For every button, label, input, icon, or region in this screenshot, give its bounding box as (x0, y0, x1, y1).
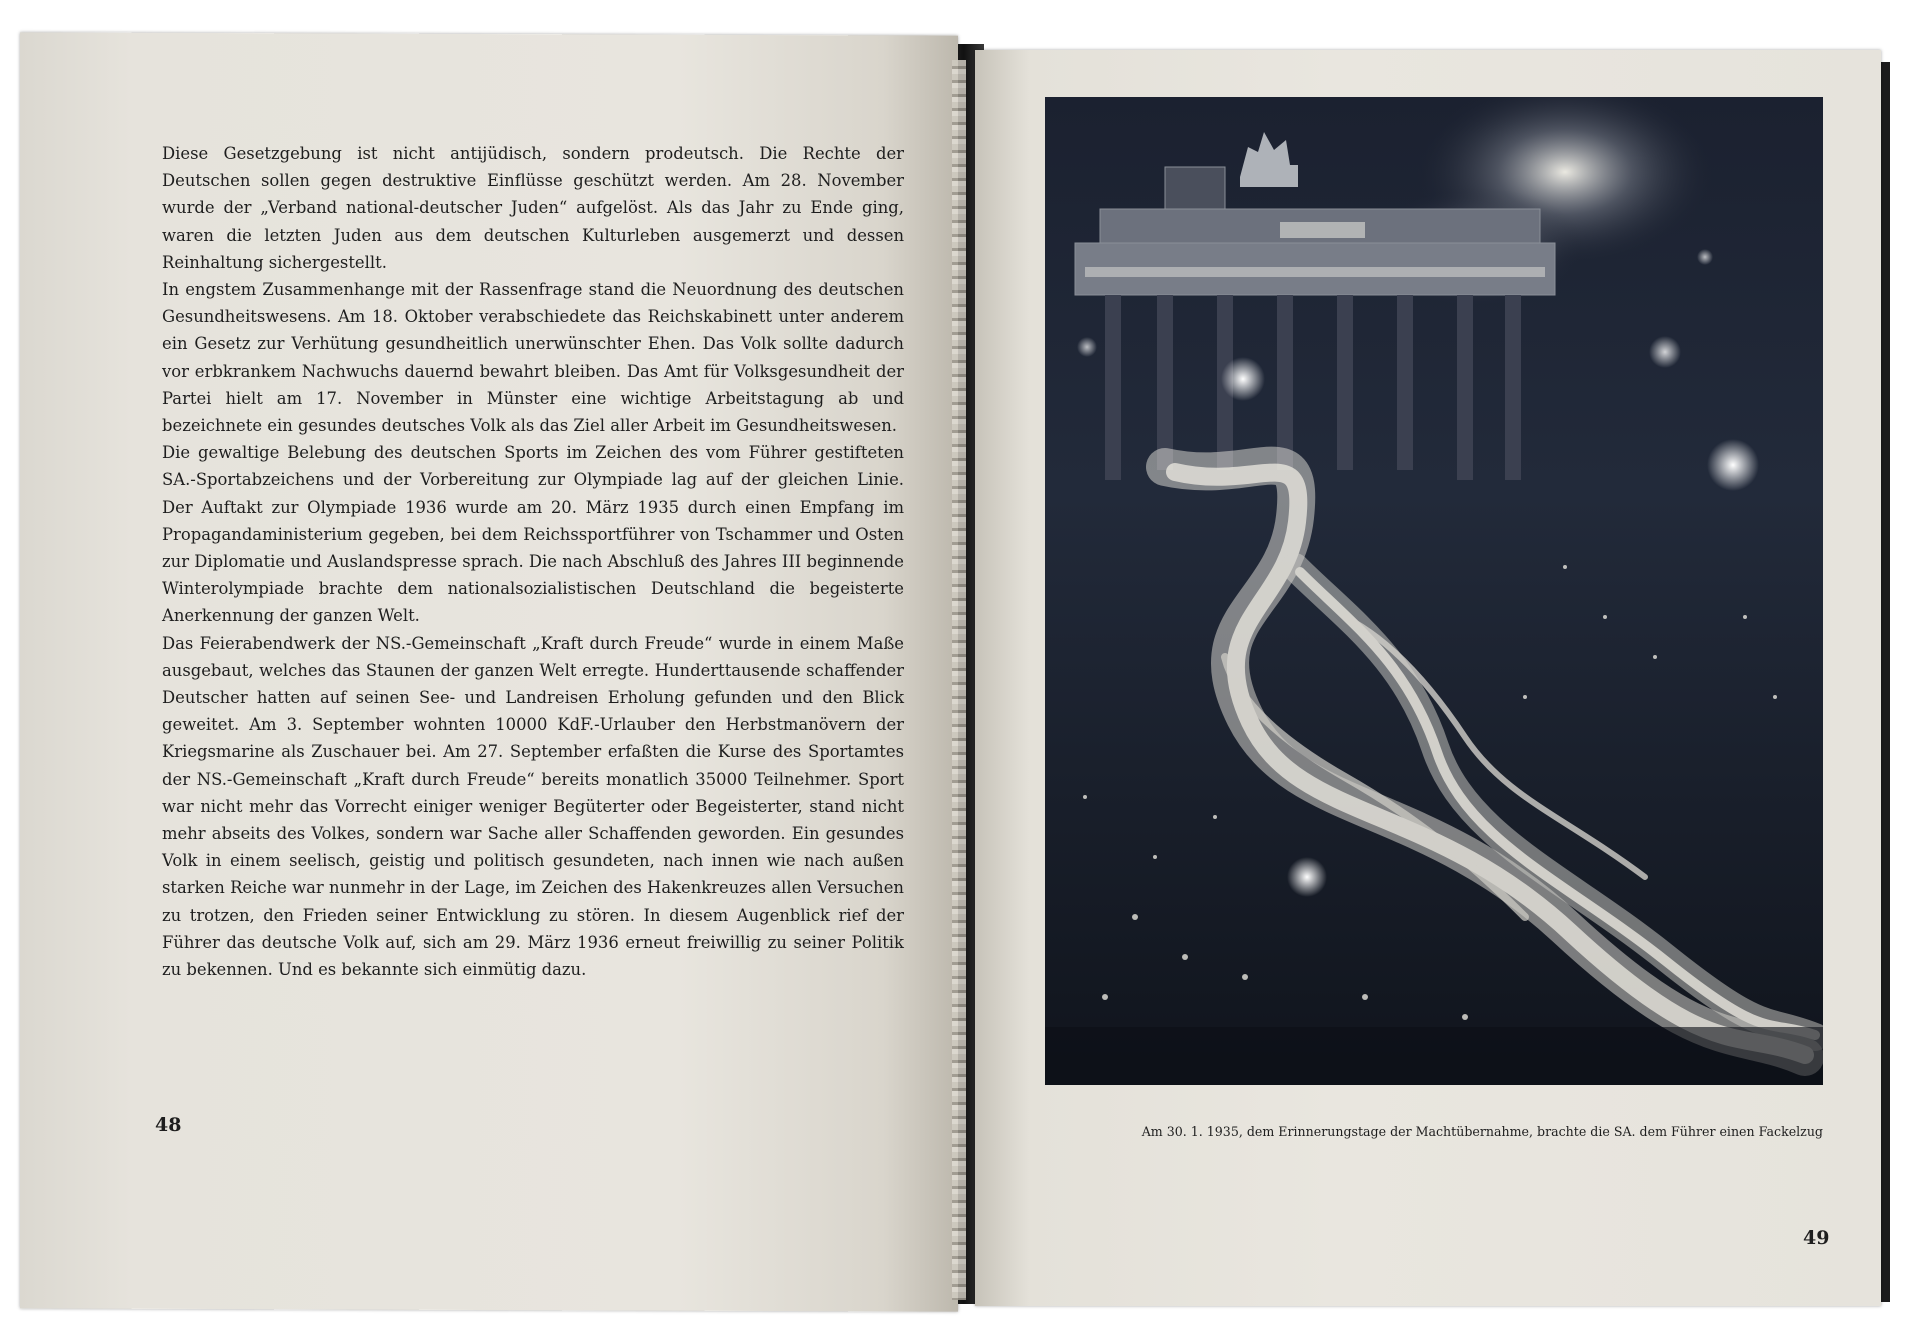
photograph-brandenburg-gate-torchlight-parade (1045, 97, 1823, 1085)
photo-caption: Am 30. 1. 1935, dem Erinnerungstage der Machtübernahme, brachte die SA. dem Führer einen Fackelzug (1141, 1124, 1823, 1139)
paragraph: Die gewaltige Belebung des deutschen Sports im Zeichen des vom Führer gestifteten SA.-Sportabzeichens und der Vorbereitung zur Olympiade lag auf der gleichen Linie. Der Auftakt zur Olympiade 1936 wurde am 20. März 1935 durch einen Empfang im Propagandaministerium gegeben, bei dem Reichssportführer von Tschammer und Osten zur Diplomatie und Auslandspresse sprach. Die nach Abschluß des Jahres III beginnende Winterolympiade brachte dem nationalsozialistischen Deutschland die begeisterte Anerkennung der ganzen Welt. (162, 443, 904, 626)
paragraph: In engstem Zusammenhange mit der Rassenfrage stand die Neuordnung des deutschen Gesundheitswesens. Am 18. Oktober verabschiedete das Reichskabinett unter anderem ein Gesetz zur Verhütung gesundheitlich unerwünschter Ehen. Das Volk sollte dadurch vor erbkrankem Nachwuchs dauernd bewahrt bleiben. Das Amt für Volksgesundheit der Partei hielt am 17. November in Münster eine wichtige Arbeitstagung ab und bezeichnete ein gesundes deutsches Volk als das Ziel aller Arbeit im Gesundheitswesen. (162, 280, 904, 436)
paragraph: Diese Gesetzgebung ist nicht antijüdisch, sondern prodeutsch. Die Rechte der Deutschen sollen gegen destruktive Einflüsse geschützt werden. Am 28. November wurde der „Verband national-deutscher Juden“ aufgelöst. Als das Jahr zu Ende ging, waren die letzten Juden aus dem deutschen Kulturleben ausgemerzt und dessen Reinhaltung sichergestellt. (162, 144, 904, 272)
body-text (162, 140, 904, 983)
binding-stitching (952, 60, 966, 1300)
page-number-left: 48 (155, 1114, 182, 1136)
paragraph: Das Feierabendwerk der NS.-Gemeinschaft „Kraft durch Freude“ wurde in einem Maße ausgebaut, welches das Staunen der ganzen Welt erregte. Hunderttausende schaffender Deutscher hatten auf seinen See- und Landreisen Erholung gefunden und den Blick geweitet. Am 3. September wohnten 10000 KdF.-Urlauber den Herbstmanövern der Kriegsmarine als Zuschauer bei. Am 27. September erfaßten die Kurse des Sportamtes der NS.-Gemeinschaft „Kraft durch Freude“ bereits monatlich 35000 Teilnehmer. Sport war nicht mehr das Vorrecht einiger weniger Begüterter oder Begeisterter, stand nicht mehr abseits des Volkes, sondern war Sache aller Schaffenden geworden. Ein gesundes Volk in einem seelisch, geistig und politisch gesundeten, nach innen wie nach außen starken Reiche war nunmehr in der Lage, im Zeichen des Hakenkreuzes allen Versuchen zu trotzen, den Frieden seiner Entwicklung zu stören. In diesem Augenblick rief der Führer das deutsche Volk auf, sich am 29. März 1936 erneut freiwillig zu seiner Politik zu bekennen. Und es bekannte sich einmütig dazu. (162, 633, 904, 980)
book-cover-edge (1880, 62, 1890, 1302)
page-number-right: 49 (1803, 1227, 1830, 1249)
